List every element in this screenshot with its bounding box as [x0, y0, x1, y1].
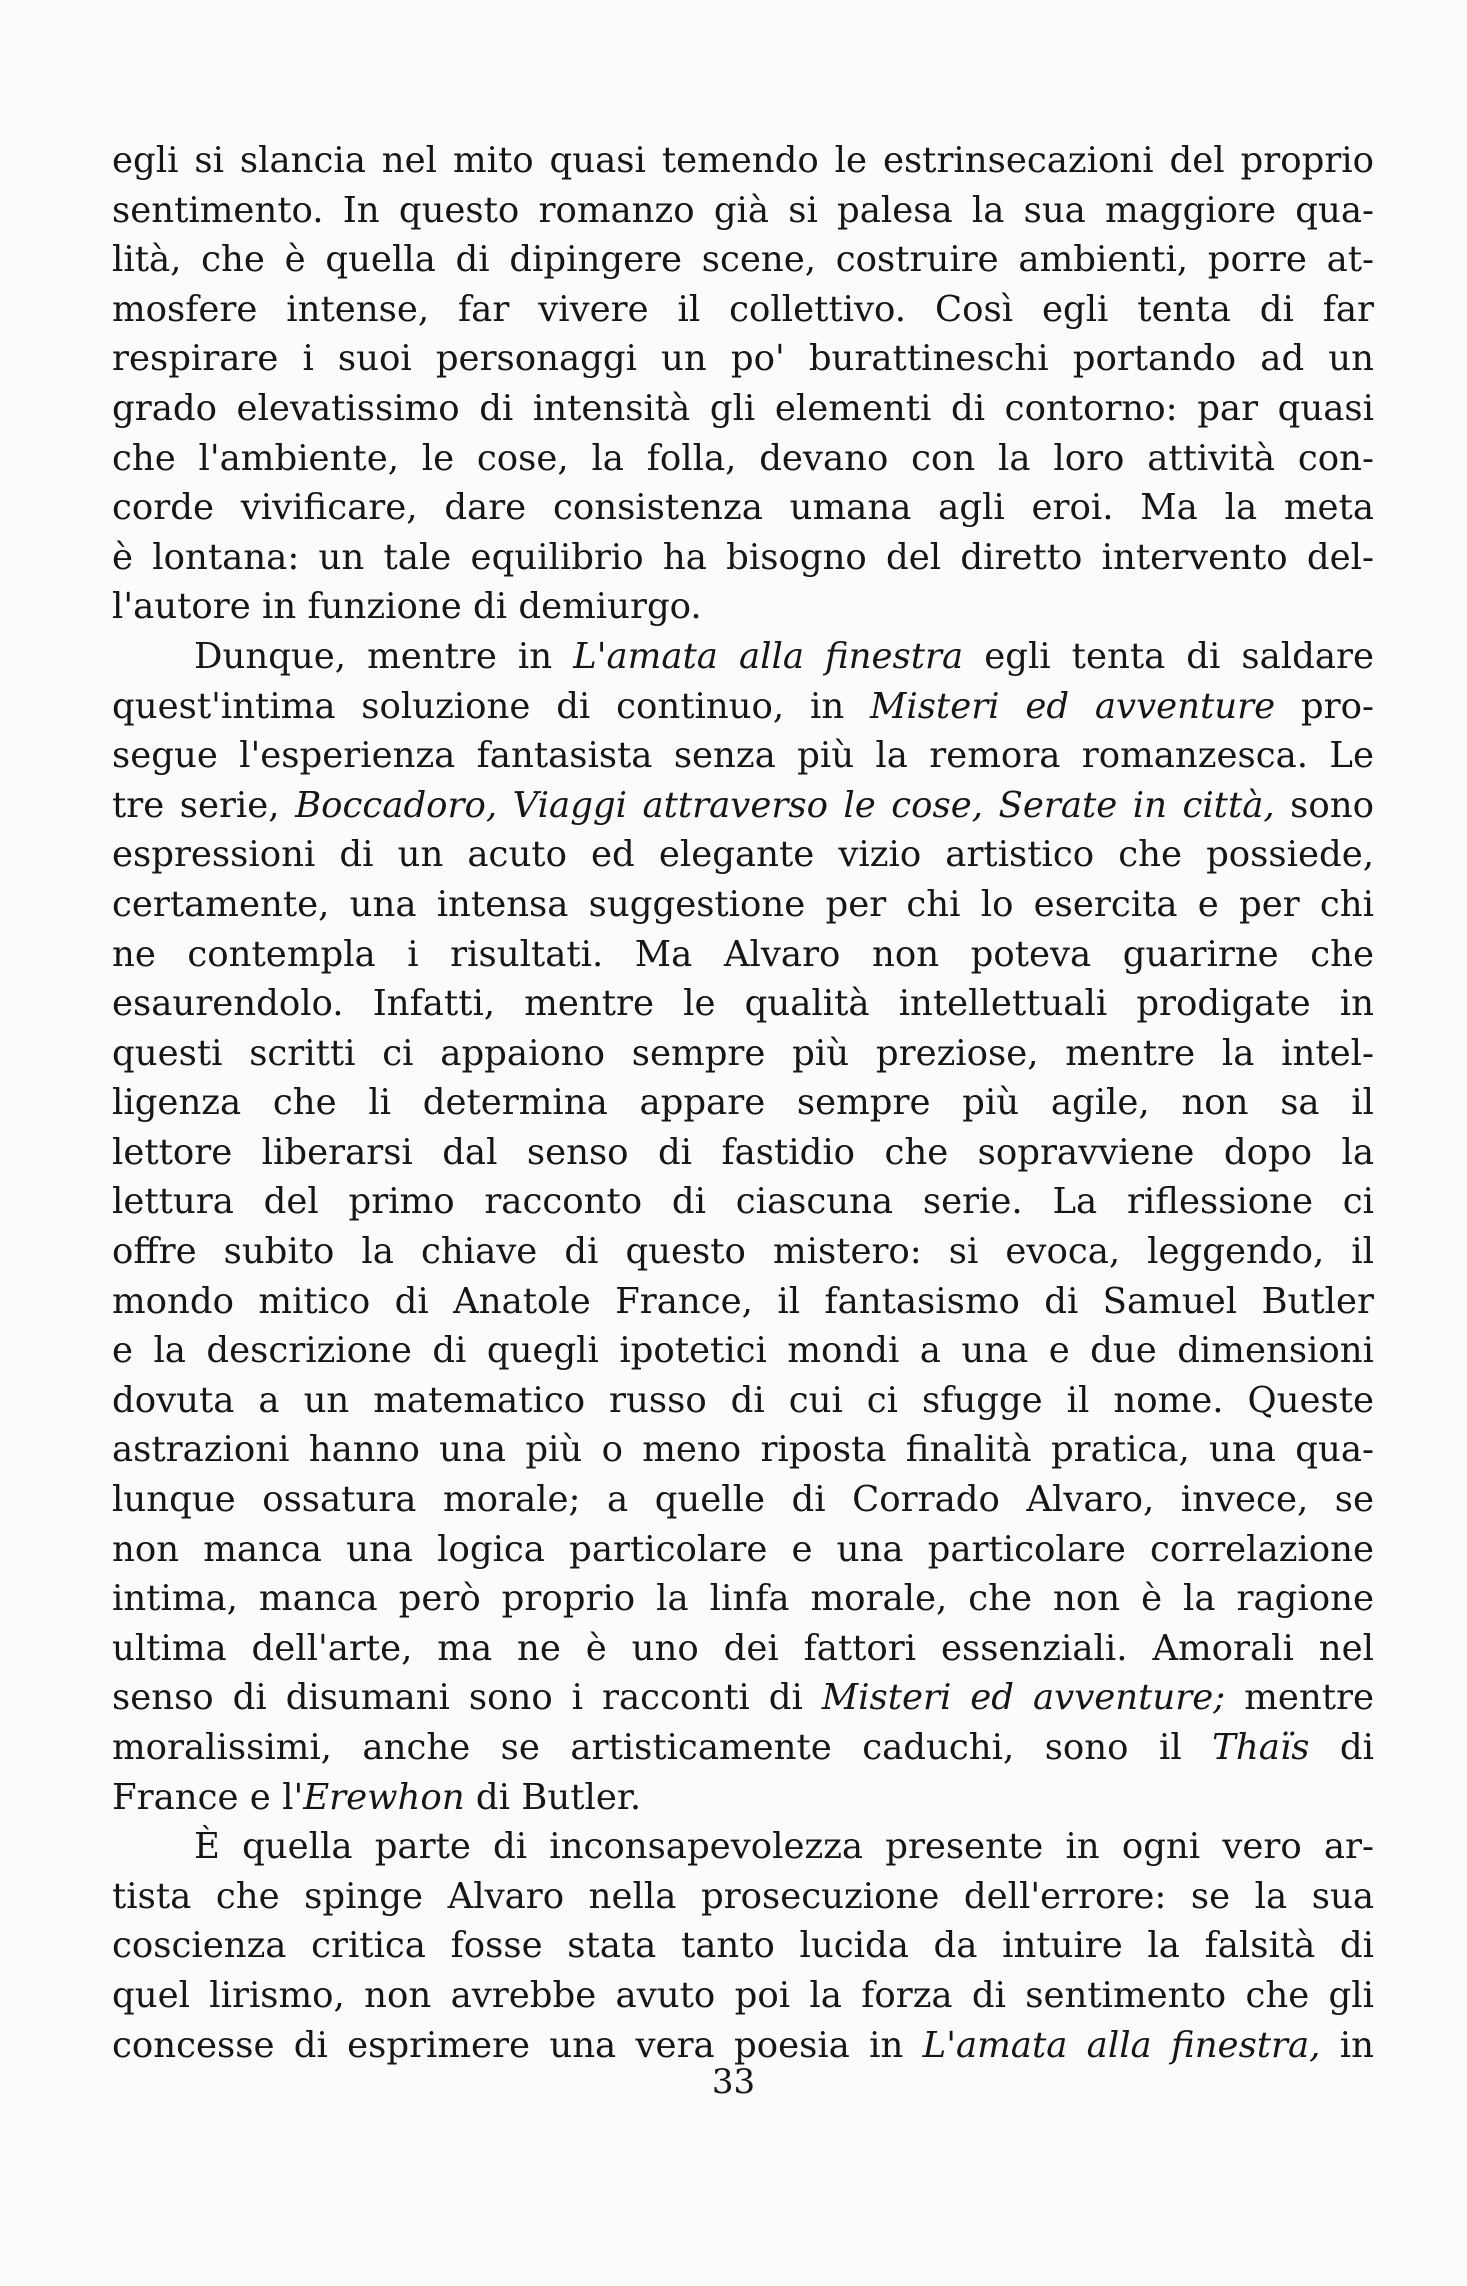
text-run: È quella parte di inconsapevolezza presente in ogni vero ar-: [194, 1826, 1374, 1868]
text-line: [112, 1376, 1374, 1426]
text-line: [112, 334, 1374, 384]
text-line: [112, 136, 1374, 186]
text-line: [112, 1227, 1374, 1277]
text-line: [112, 582, 1374, 632]
text-run: respirare i suoi personaggi un po' burattineschi portando ad un: [112, 338, 1374, 380]
text-line: [112, 186, 1374, 236]
text-run: ultima dell'arte, ma ne è uno dei fattori essenziali. Amorali nel: [112, 1627, 1374, 1669]
text-run: dovuta a un matematico russo di cui ci sfugge il nome. Queste: [112, 1379, 1374, 1421]
text-run: di Butler.: [464, 1776, 642, 1818]
italic-title: Misteri ed avventure;: [821, 1677, 1226, 1719]
text-line: [112, 1673, 1374, 1723]
text-line: [112, 1029, 1374, 1079]
text-run: segue l'esperienza fantasista senza più la remora romanzesca. Le: [112, 735, 1374, 777]
text-run: lettore liberarsi dal senso di fastidio che sopravviene dopo la: [112, 1131, 1374, 1173]
text-run: in: [1320, 2024, 1374, 2066]
text-run: di: [1309, 1727, 1374, 1768]
text-run: mondo mitico di Anatole France, il fantasismo di Samuel Butler: [112, 1280, 1374, 1322]
text-line: [112, 979, 1374, 1029]
text-line: [112, 285, 1374, 335]
text-line: [112, 781, 1374, 831]
text-line: [112, 533, 1374, 583]
text-run: moralissimi, anche se artisticamente caduchi, sono il: [112, 1727, 1213, 1768]
text-run: egli tenta di saldare: [963, 635, 1374, 677]
text-line: [112, 1078, 1374, 1128]
text-run: corde vivificare, dare consistenza umana agli eroi. Ma la meta: [112, 487, 1374, 529]
text-run: espressioni di un acuto ed elegante vizio artistico che possiede,: [112, 834, 1374, 876]
text-run: egli si slancia nel mito quasi temendo le estrinsecazioni del proprio: [112, 140, 1374, 181]
text-run: lunque ossatura morale; a quelle di Corrado Alvaro, invece, se: [112, 1479, 1374, 1521]
text-run: tre serie,: [112, 784, 296, 826]
text-line: [112, 1773, 1374, 1823]
text-line: [112, 1326, 1374, 1376]
text-run: certamente, una intensa suggestione per chi lo esercita e per chi: [112, 883, 1374, 925]
text-line: [112, 483, 1374, 533]
text-run: grado elevatissimo di intensità gli elementi di contorno: par quasi: [112, 387, 1374, 429]
italic-title: Misteri ed avventure: [870, 685, 1276, 727]
text-line: [112, 1574, 1374, 1624]
text-run: mentre: [1225, 1677, 1374, 1719]
text-run: quel lirismo, non avrebbe avuto poi la forza di sentimento che gli: [112, 1974, 1374, 2016]
text-run: sono: [1274, 784, 1374, 826]
text-run: questi scritti ci appaiono sempre più preziose, mentre la intel-: [112, 1032, 1374, 1074]
text-line: [112, 830, 1374, 880]
text-run: intima, manca però proprio la linfa morale, che non è la ragione: [112, 1578, 1374, 1620]
text-line: [112, 1822, 1374, 1872]
text-run: Dunque, mentre in: [194, 635, 574, 677]
text-line: [112, 731, 1374, 781]
text-line: [112, 632, 1374, 682]
text-run: ligenza che li determina appare sempre più agile, non sa il: [112, 1082, 1374, 1124]
italic-title: Boccadoro, Viaggi attraverso le cose, Serate in città,: [295, 784, 1275, 826]
text-run: l'autore in funzione di demiurgo.: [112, 586, 702, 628]
text-run: è lontana: un tale equilibrio ha bisogno del diretto intervento del-: [112, 536, 1374, 578]
text-run: lità, che è quella di dipingere scene, costruire ambienti, porre at-: [112, 239, 1374, 281]
text-line: [112, 1872, 1374, 1922]
text-run: non manca una logica particolare e una particolare correlazione: [112, 1528, 1374, 1570]
text-run: offre subito la chiave di questo mistero: si evoca, leggendo, il: [112, 1231, 1374, 1273]
text-run: esaurendolo. Infatti, mentre le qualità intellettuali prodigate in: [112, 983, 1374, 1025]
text-line: [112, 682, 1374, 732]
text-line: [112, 1525, 1374, 1575]
italic-title: L'amata alla finestra: [573, 635, 964, 677]
text-run: e la descrizione di quegli ipotetici mondi a una e due dimensioni: [112, 1330, 1374, 1372]
text-line: [112, 1177, 1374, 1227]
text-run: France e l': [112, 1776, 304, 1818]
text-line: [112, 1723, 1374, 1773]
text-line: [112, 930, 1374, 980]
text-run: pro-: [1275, 685, 1374, 727]
text-run: coscienza critica fosse stata tanto lucida da intuire la falsità di: [112, 1925, 1374, 1967]
text-line: [112, 434, 1374, 484]
text-run: concesse di esprimere una vera poesia in: [112, 2024, 923, 2066]
italic-title: L'amata alla finestra,: [922, 2024, 1321, 2066]
body-text: [112, 136, 1374, 2070]
text-run: che l'ambiente, le cose, la folla, devano con la loro attività con-: [112, 437, 1374, 479]
italic-title: Thaïs: [1212, 1727, 1310, 1768]
text-line: [112, 384, 1374, 434]
text-run: mosfere intense, far vivere il collettivo. Così egli tenta di far: [112, 288, 1374, 330]
text-run: lettura del primo racconto di ciascuna serie. La riflessione ci: [112, 1181, 1374, 1223]
page-number: 33: [711, 2062, 756, 2102]
text-line: [112, 1277, 1374, 1327]
text-line: [112, 1128, 1374, 1178]
text-run: ne contempla i risultati. Ma Alvaro non poteva guarirne che: [112, 933, 1374, 975]
text-line: [112, 1425, 1374, 1475]
text-run: senso di disumani sono i racconti di: [112, 1677, 822, 1719]
text-line: [112, 1921, 1374, 1971]
text-line: [112, 1971, 1374, 2021]
text-run: tista che spinge Alvaro nella prosecuzione dell'errore: se la sua: [112, 1875, 1374, 1917]
text-line: [112, 1475, 1374, 1525]
italic-title: Erewhon: [303, 1776, 465, 1818]
text-line: [112, 880, 1374, 930]
text-line: [112, 235, 1374, 285]
text-run: sentimento. In questo romanzo già si palesa la sua maggiore qua-: [112, 189, 1374, 231]
text-run: astrazioni hanno una più o meno riposta finalità pratica, una qua-: [112, 1429, 1374, 1471]
text-line: [112, 1624, 1374, 1674]
text-run: quest'intima soluzione di continuo, in: [112, 685, 871, 727]
